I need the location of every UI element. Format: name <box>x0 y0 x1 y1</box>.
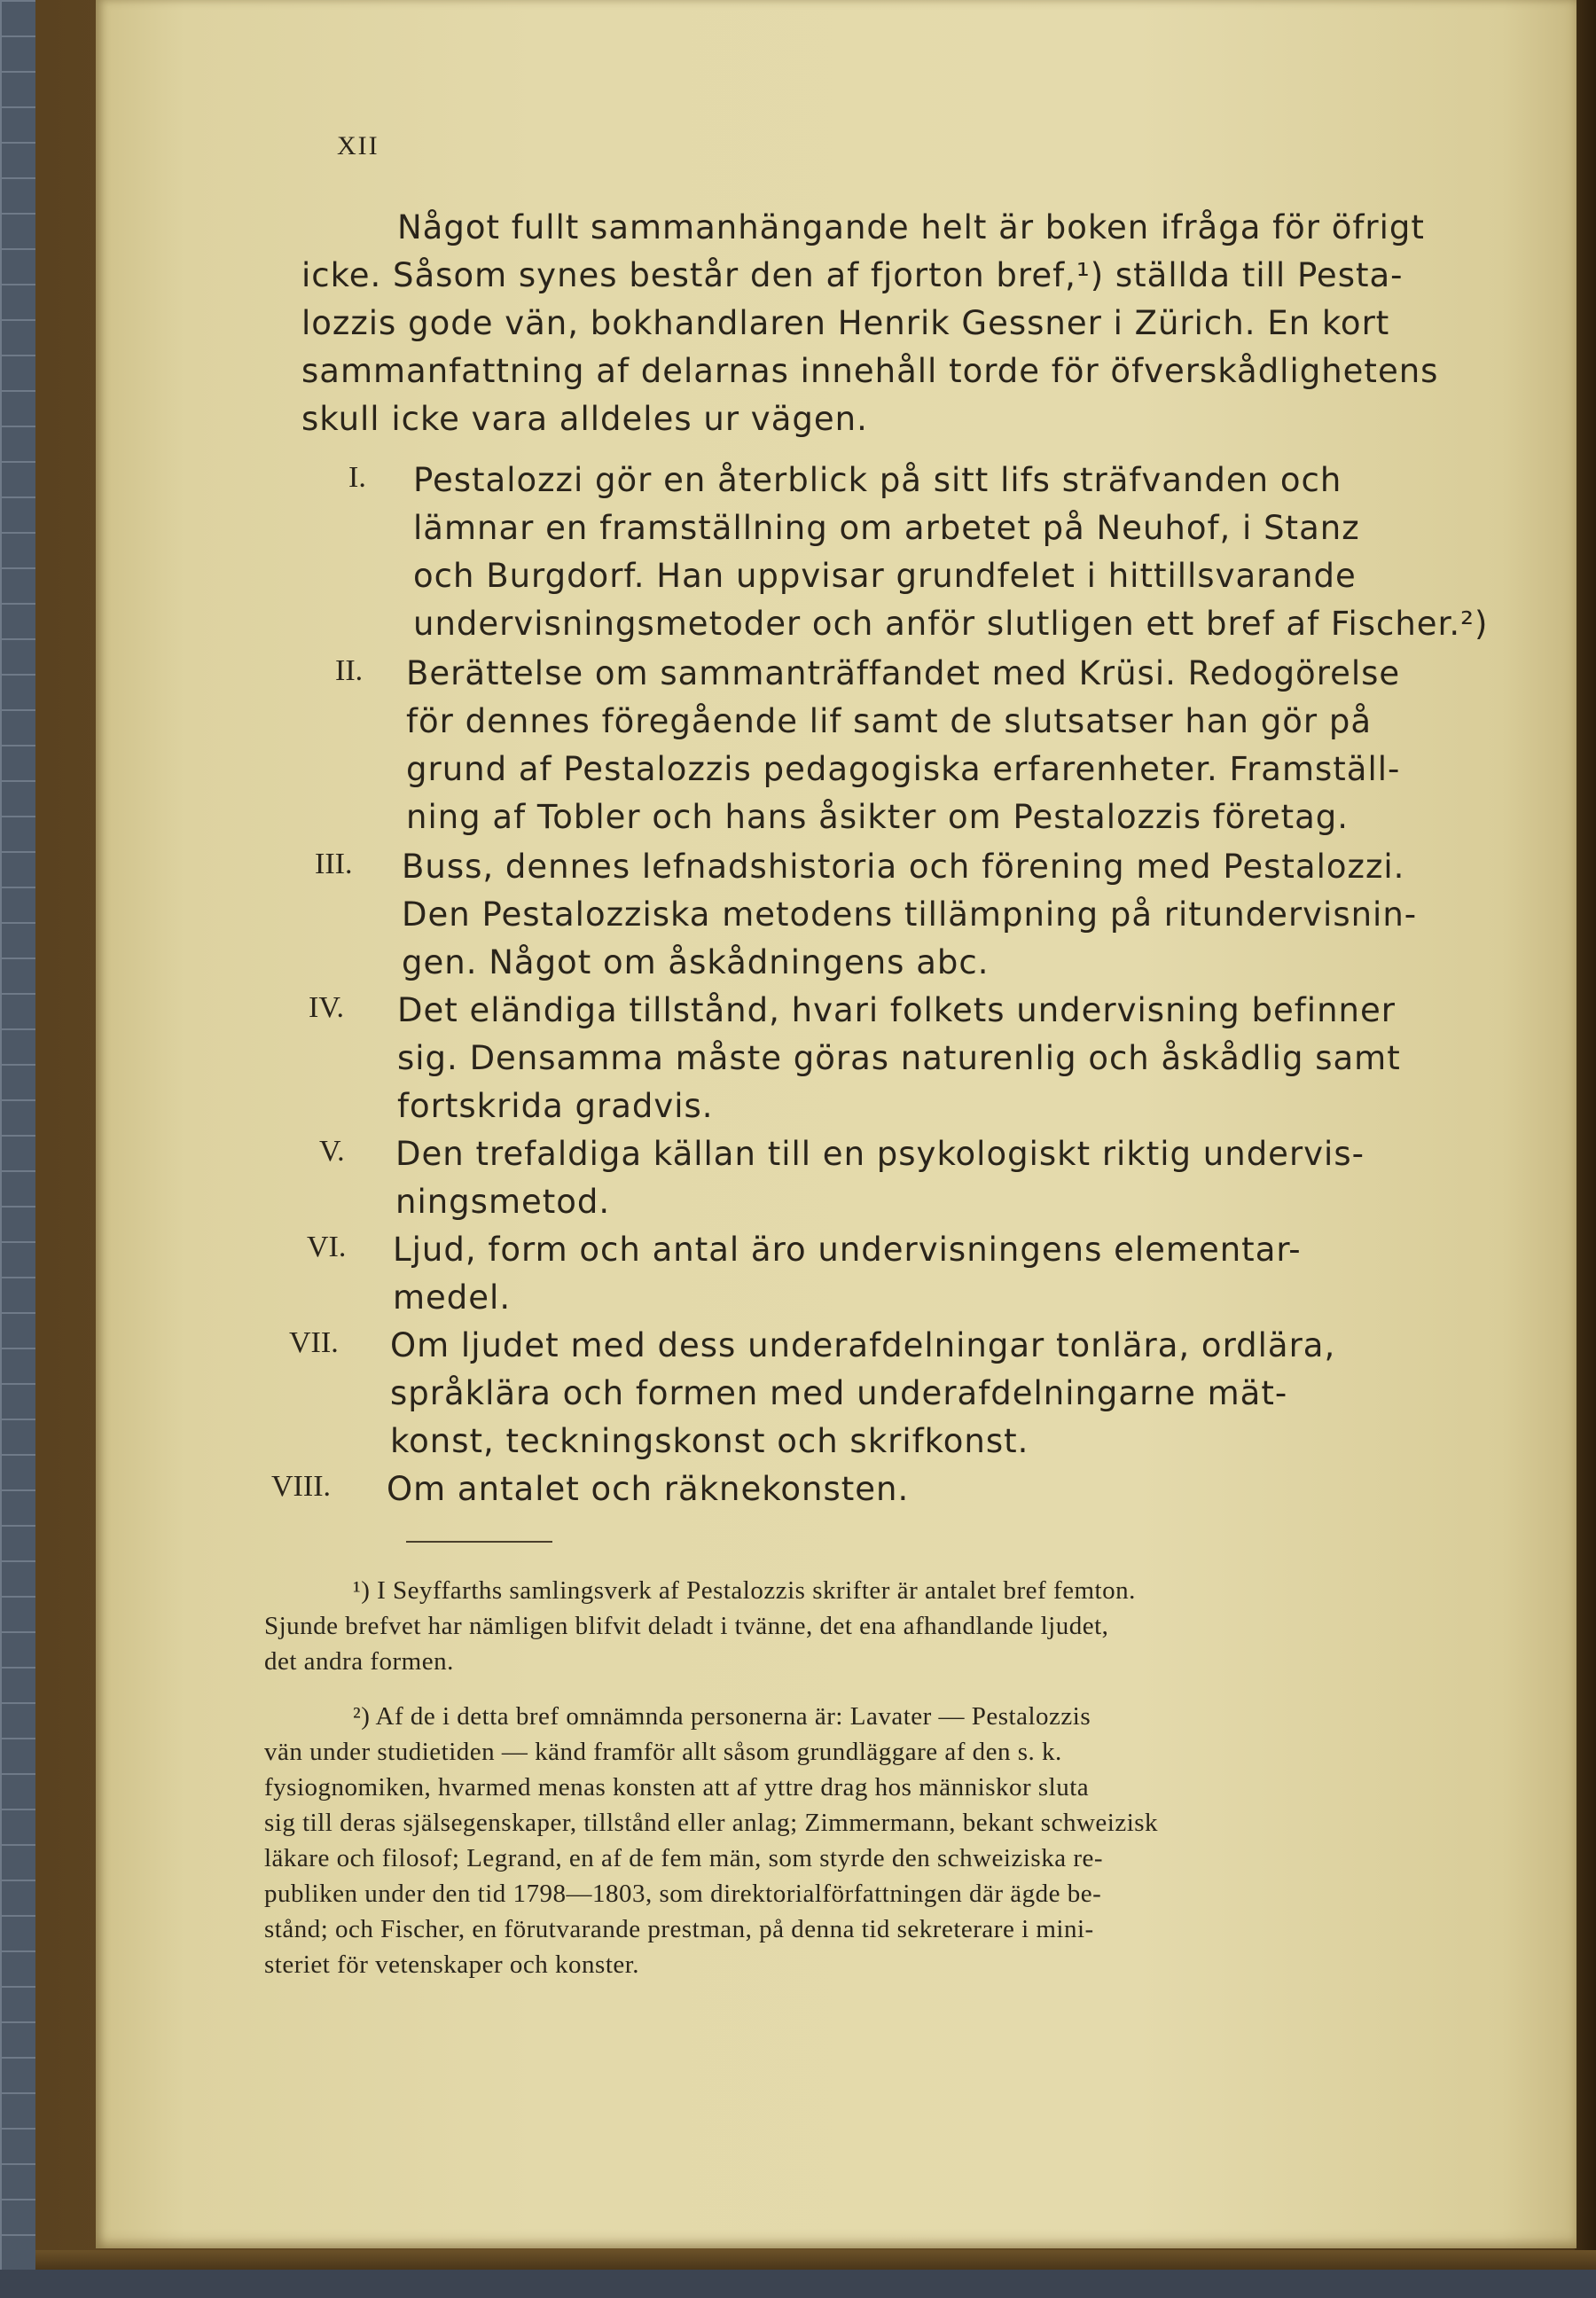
item-number: VII. <box>289 1326 339 1359</box>
footnote-line: ²) Af de i detta bref omnämnda personerna är: Lavater — Pestalozzis <box>353 1702 1091 1731</box>
footnote-line: läkare och filosof; Legrand, en af de fem män, som styrde den schweiziska re- <box>264 1844 1104 1872</box>
footnote-line: publiken under den tid 1798—1803, som direktorialförfattningen där ägde be- <box>264 1880 1102 1908</box>
item-line: ning af Tobler och hans åsikter om Pestalozzis företag. <box>406 798 1350 836</box>
intro-line: Något fullt sammanhängande helt är boken ifråga för öfrigt <box>397 208 1425 246</box>
item-line: Det eländiga tillstånd, hvari folkets undervisning befinner <box>397 991 1396 1029</box>
intro-line: lozzis gode vän, bokhandlaren Henrik Gessner i Zürich. En kort <box>301 304 1390 342</box>
item-line: sig. Densamma måste göras naturenlig och åskådlig samt <box>397 1039 1401 1077</box>
item-line: Den Pestalozziska metodens tillämpning på ritundervisnin- <box>402 895 1418 934</box>
item-line: Om ljudet med dess underafdelningar tonlära, ordlära, <box>390 1326 1336 1364</box>
item-number: I. <box>348 461 366 494</box>
item-line: Pestalozzi gör en återblick på sitt lifs sträfvanden och <box>413 461 1342 499</box>
item-line: undervisningsmetoder och anför slutligen ett bref af Fischer.²) <box>413 605 1489 643</box>
item-line: för dennes föregående lif samt de slutsatser han gör på <box>406 702 1372 740</box>
item-line: språklära och formen med underafdelningarne mät- <box>390 1374 1288 1412</box>
footnote-line: ¹) I Seyffarths samlingsverk af Pestalozzis skrifter är antalet bref femton. <box>353 1576 1136 1605</box>
item-line: och Burgdorf. Han uppvisar grundfelet i hittillsvarande <box>413 557 1357 595</box>
background-bottom <box>0 2270 1596 2298</box>
footnote-line: vän under studietiden — känd framför allt såsom grundläggare af den s. k. <box>264 1738 1062 1766</box>
footnote-rule <box>406 1541 552 1543</box>
footnote-line: steriet för vetenskaper och konster. <box>264 1950 640 1979</box>
item-number: III. <box>315 848 353 880</box>
item-line: fortskrida gradvis. <box>397 1087 714 1125</box>
footnote-line: sig till deras själsegenskaper, tillstånd eller anlag; Zimmermann, bekant schweizisk <box>264 1809 1159 1837</box>
item-line: gen. Något om åskådningens abc. <box>402 943 990 981</box>
item-line: Om antalet och räknekonsten. <box>387 1470 910 1508</box>
book-page <box>96 0 1576 2248</box>
item-line: konst, teckningskonst och skrifkonst. <box>390 1422 1029 1460</box>
footnote-line: stånd; och Fischer, en förutvarande prestman, på denna tid sekreterare i mini- <box>264 1915 1094 1943</box>
footnote-line: fysiognomiken, hvarmed menas konsten att af yttre drag hos människor sluta <box>264 1773 1090 1802</box>
item-line: Berättelse om sammanträffandet med Krüsi. Redogörelse <box>406 654 1401 692</box>
item-line: Den trefaldiga källan till en psykologiskt riktig undervis- <box>395 1135 1365 1173</box>
item-line: grund af Pestalozzis pedagogiska erfarenheter. Framställ- <box>406 750 1401 788</box>
item-number: VI. <box>307 1231 347 1263</box>
page-number: XII <box>337 131 379 160</box>
footnote-line: det andra formen. <box>264 1647 454 1676</box>
intro-line: skull icke vara alldeles ur vägen. <box>301 400 868 438</box>
item-line: Buss, dennes lefnadshistoria och förening med Pestalozzi. <box>402 848 1405 886</box>
footnote-line: Sjunde brefvet har nämligen blifvit deladt i tvänne, det ena afhandlande ljudet, <box>264 1612 1109 1640</box>
item-line: medel. <box>393 1278 512 1317</box>
background-left <box>0 0 39 2298</box>
item-number: VIII. <box>271 1470 332 1503</box>
intro-line: sammanfattning af delarnas innehåll torde för öfverskådlighetens <box>301 352 1439 390</box>
book-cover-edge <box>1575 0 1596 2274</box>
item-line: ningsmetod. <box>395 1183 611 1221</box>
item-line: Ljud, form och antal äro undervisningens elementar- <box>393 1231 1302 1269</box>
item-number: IV. <box>309 991 344 1024</box>
intro-line: icke. Såsom synes består den af fjorton bref,¹) ställda till Pesta- <box>301 256 1404 294</box>
item-number: II. <box>335 654 364 687</box>
item-line: lämnar en framställning om arbetet på Neuhof, i Stanz <box>413 509 1360 547</box>
item-number: V. <box>319 1135 345 1168</box>
